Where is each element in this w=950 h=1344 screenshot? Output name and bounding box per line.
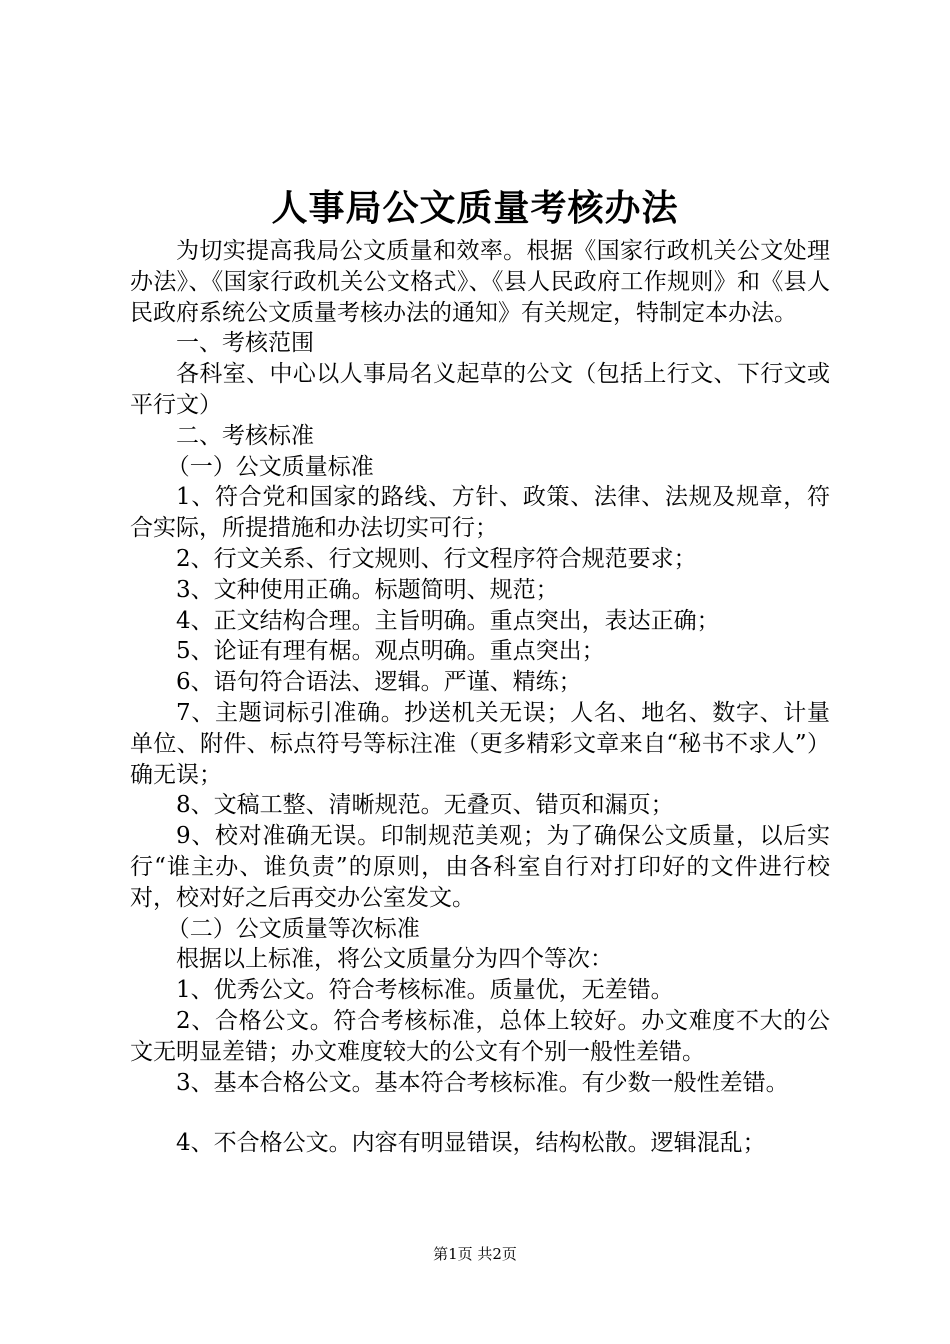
standard-item-5: 5、论证有理有椐。观点明确。重点突出； xyxy=(176,638,605,665)
paragraph-intro: 为切实提高我局公文质量和效率。根据《国家行政机关公文处理办法》、《国家行政机关公文格式》、《县人民政府工作规则》和《县人民政府系统公文质量考核办法的通知》有关规定，特制定本办法。 xyxy=(130,238,830,326)
standard-item-4: 4、正文结构合理。主旨明确。重点突出，表达正确； xyxy=(176,607,720,634)
grade-item-1: 1、优秀公文。符合考核标准。质量优，无差错。 xyxy=(176,977,674,1004)
grade-item-4: 4、不合格公文。内容有明显错误，结构松散。逻辑混乱； xyxy=(176,1130,766,1157)
grade-item-3: 3、基本合格公文。基本符合考核标准。有少数一般性差错。 xyxy=(176,1069,789,1096)
standard-item-7: 7、主题词标引准确。抄送机关无误；人名、地名、数字、计量单位、附件、标点符号等标注准（更多精彩文章来自“秘书不求人”）确无误； xyxy=(130,699,830,788)
standard-item-8: 8、文稿工整、清晰规范。无叠页、错页和漏页； xyxy=(176,792,674,819)
document-title: 人事局公文质量考核办法 xyxy=(271,187,679,229)
subheading-quality-standards: （一）公文质量标准 xyxy=(166,453,374,480)
heading-standards: 二、考核标准 xyxy=(176,422,314,449)
document-body xyxy=(130,236,830,1159)
subheading-grade-standards: （二）公文质量等次标准 xyxy=(166,915,420,942)
standard-item-2: 2、行文关系、行文规则、行文程序符合规范要求； xyxy=(176,545,697,572)
heading-scope: 一、考核范围 xyxy=(176,330,314,357)
standard-item-3: 3、文种使用正确。标题简明、规范； xyxy=(176,576,559,603)
standard-item-1: 1、符合党和国家的路线、方针、政策、法律、法规及规章，符合实际，所提措施和办法切实可行； xyxy=(130,484,830,542)
page-footer: 第1页 共2页 xyxy=(433,1245,517,1263)
standard-item-9: 9、校对准确无误。印制规范美观；为了确保公文质量，以后实行“谁主办、谁负责”的原则，由各科室自行对打印好的文件进行校对，校对好之后再交办公室发文。 xyxy=(130,823,830,911)
paragraph-grades-intro: 根据以上标准，将公文质量分为四个等次： xyxy=(176,946,613,973)
paragraph-scope: 各科室、中心以人事局名义起草的公文（包括上行文、下行文或平行文） xyxy=(130,361,830,418)
standard-item-6: 6、语句符合语法、逻辑。严谨、精练； xyxy=(176,669,582,696)
grade-item-2: 2、合格公文。符合考核标准，总体上较好。办文难度不大的公文无明显差错；办文难度较大的公文有个别一般性差错。 xyxy=(130,1007,830,1065)
